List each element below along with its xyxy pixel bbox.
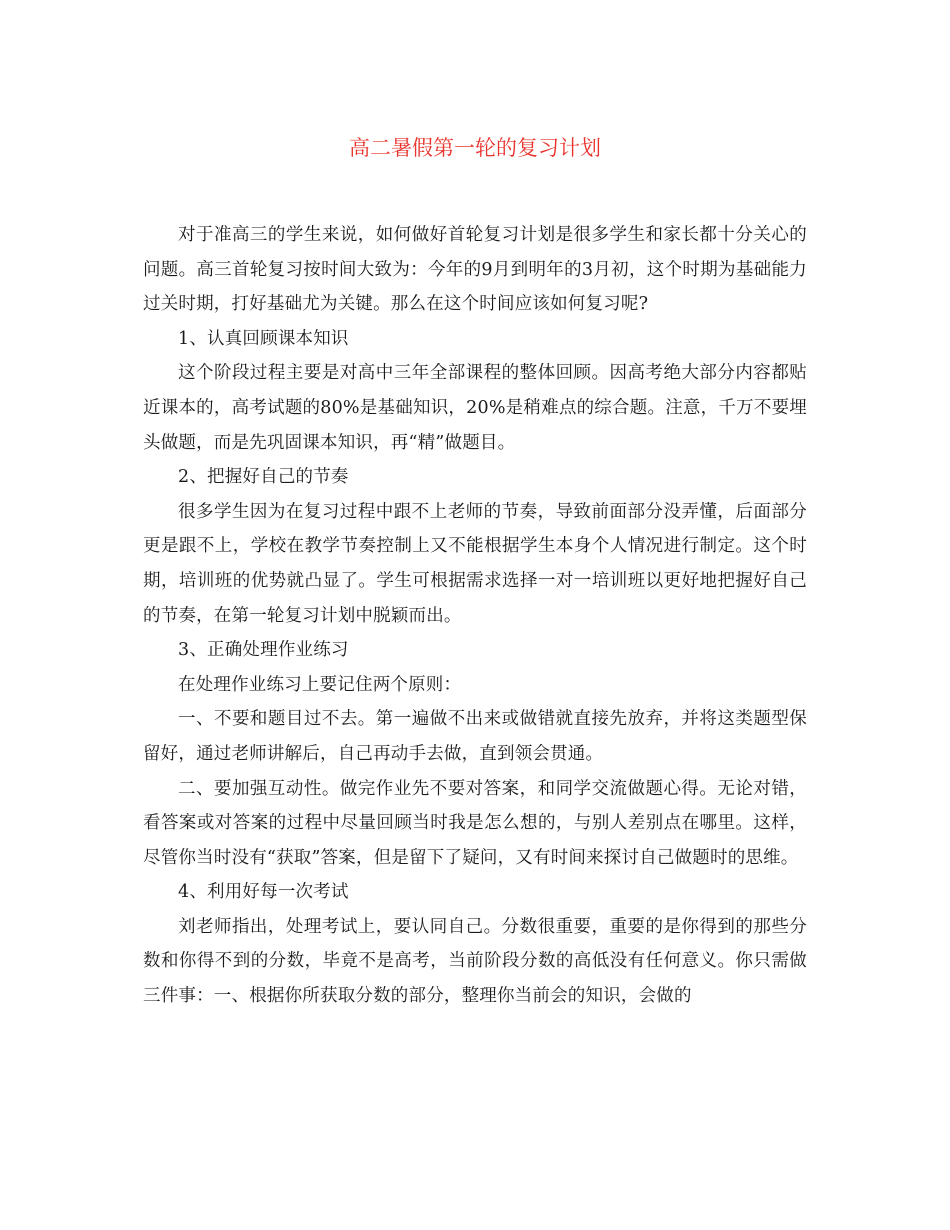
section-heading-4: 4、利用好每一次考试 bbox=[178, 882, 349, 903]
section-3-intro: 在处理作业练习上要记住两个原则： bbox=[178, 674, 462, 695]
section-3-principle-2: 二、要加强互动性。做完作业先不要对答案，和同学交流做题心得。无论对错，看答案或对答案的过程中尽量回顾当时我是怎么想的，与别人差别点在哪里。这样，尽管你当时没有“获取”答案，但是留下了疑问，又有时间来探讨自己做题时的思维。 bbox=[143, 778, 807, 868]
section-heading-1: 1、认真回顾课本知识 bbox=[178, 328, 349, 349]
document-body bbox=[143, 218, 807, 1014]
section-heading-2: 2、把握好自己的节奏 bbox=[178, 467, 349, 488]
section-1-paragraph: 这个阶段过程主要是对高中三年全部课程的整体回顾。因高考绝大部分内容都贴近课本的，高考试题的80%是基础知识，20%是稍难点的综合题。注意，千万不要埋头做题，而是先巩固课本知识，再“精”做题目。 bbox=[143, 363, 807, 453]
section-2-paragraph: 很多学生因为在复习过程中跟不上老师的节奏，导致前面部分没弄懂，后面部分更是跟不上，学校在教学节奏控制上又不能根据学生本身个人情况进行制定。这个时期，培训班的优势就凸显了。学生可根据需求选择一对一培训班以更好地把握好自己的节奏，在第一轮复习计划中脱颖而出。 bbox=[143, 501, 807, 626]
section-heading-3: 3、正确处理作业练习 bbox=[178, 640, 349, 661]
section-4-paragraph: 刘老师指出，处理考试上，要认同自己。分数很重要，重要的是你得到的那些分数和你得不到的分数，毕竟不是高考，当前阶段分数的高低没有任何意义。你只需做三件事：一、根据你所获取分数的部分，整理你当前会的知识，会做的 bbox=[143, 916, 807, 1007]
document-title: 高二暑假第一轮的复习计划 bbox=[349, 136, 601, 160]
section-3-principle-1: 一、不要和题目过不去。第一遍做不出来或做错就直接先放弃，并将这类题型保留好，通过老师讲解后，自己再动手去做，直到领会贯通。 bbox=[143, 709, 807, 764]
intro-paragraph: 对于准高三的学生来说，如何做好首轮复习计划是很多学生和家长都十分关心的问题。高三首轮复习按时间大致为：今年的9月到明年的3月初，这个时期为基础能力过关时期，打好基础尤为关键。那么在这个时间应该如何复习呢? bbox=[143, 225, 807, 315]
